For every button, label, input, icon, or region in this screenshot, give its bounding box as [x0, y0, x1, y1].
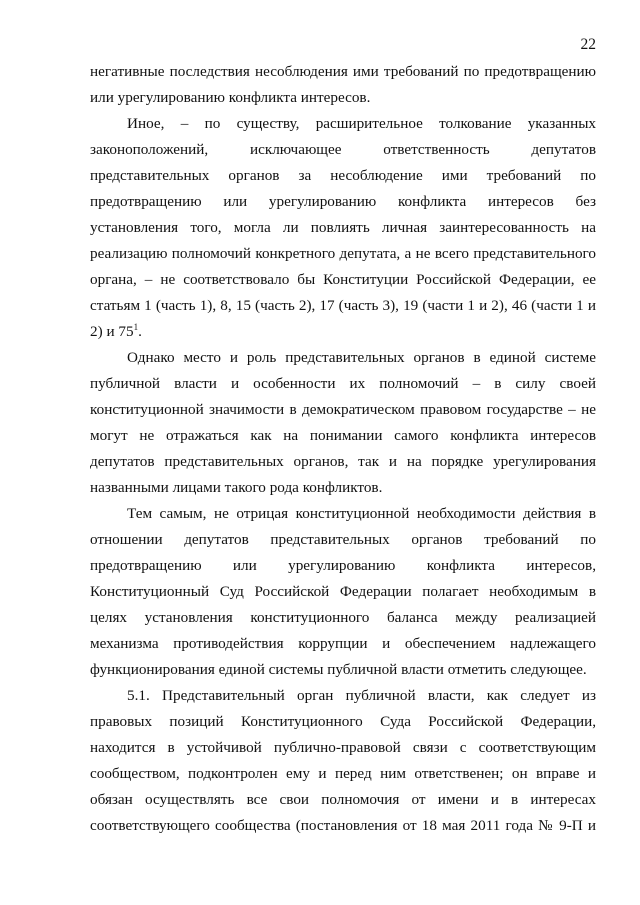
text-line: находится в устойчивой публично-правовой связи с соответствующим: [90, 739, 596, 756]
text-line: установления того, могла ли повлиять личная заинтересованность на: [90, 219, 596, 236]
text-line: депутатов представительных органов, так и на порядке урегулирования: [90, 453, 596, 470]
text-line: сообществом, подконтролен ему и перед ним ответственен; он вправе и: [90, 765, 596, 782]
text-line: предотвращению или урегулированию конфликта интересов,: [90, 557, 596, 574]
text-line: 5.1. Представительный орган публичной власти, как следует из: [127, 687, 596, 704]
text-line: Однако место и роль представительных органов в единой системе: [127, 349, 596, 366]
text-line: функционирования единой системы публичной власти отметить следующее.: [90, 661, 587, 678]
text-line: обязан осуществлять все свои полномочия от имени и в интересах: [90, 791, 596, 808]
superscript-index: 1: [133, 322, 139, 332]
text-line: отношении депутатов представительных органов требований по: [90, 531, 596, 548]
text-line: целях установления конституционного баланса между реализацией: [90, 609, 596, 626]
text-fragment: .: [138, 323, 142, 340]
text-line: представительных органов за несоблюдение ими требований по: [90, 167, 596, 184]
text-line: Конституционный Суд Российской Федерации полагает необходимым в: [90, 583, 596, 600]
text-line: статьям 1 (часть 1), 8, 15 (часть 2), 17 (часть 3), 19 (части 1 и 2), 46 (части 1 и: [90, 297, 596, 314]
text-line: конституционной значимости в демократическом правовом государстве – не: [90, 401, 596, 418]
text-line: механизма противодействия коррупции и обеспечением надлежащего: [90, 635, 596, 652]
text-fragment: 2) и 75: [90, 323, 134, 340]
paragraph: [90, 683, 596, 839]
paragraph: [90, 501, 596, 683]
document-body: [90, 59, 596, 839]
text-line: [90, 319, 596, 345]
text-line: публичной власти и особенности их полномочий – в силу своей: [90, 375, 596, 392]
page-number: 22: [580, 36, 596, 53]
paragraph: [90, 345, 596, 501]
paragraph: [90, 59, 596, 111]
text-line: Иное, – по существу, расширительное толкование указанных: [127, 115, 596, 132]
text-line: соответствующего сообщества (постановления от 18 мая 2011 года № 9-П и: [90, 817, 596, 834]
text-line: негативные последствия несоблюдения ими требований по предотвращению: [90, 63, 596, 80]
text-line: предотвращению или урегулированию конфликта интересов без: [90, 193, 596, 210]
text-line: Тем самым, не отрицая конституционной необходимости действия в: [127, 505, 596, 522]
text-line: могут не отражаться как на понимании самого конфликта интересов: [90, 427, 596, 444]
text-line: органа, – не соответствовало бы Конституции Российской Федерации, ее: [90, 271, 596, 288]
paragraph: [90, 111, 596, 345]
text-line: реализацию полномочий конкретного депутата, а не всего представительного: [90, 245, 596, 262]
text-line: или урегулированию конфликта интересов.: [90, 89, 371, 106]
text-line: законоположений, исключающее ответственность депутатов: [90, 141, 596, 158]
text-line: правовых позиций Конституционного Суда Российской Федерации,: [90, 713, 596, 730]
text-line: названными лицами такого рода конфликтов.: [90, 479, 383, 496]
